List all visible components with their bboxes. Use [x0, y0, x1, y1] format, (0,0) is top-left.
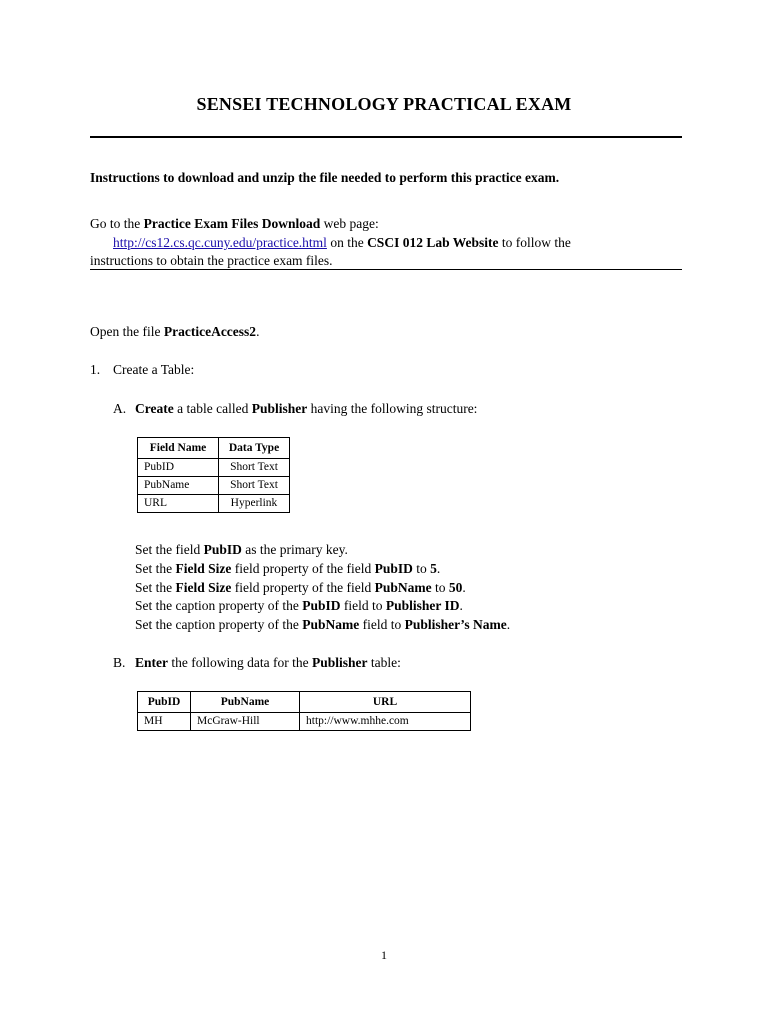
- step-b-verb: Enter: [135, 655, 168, 670]
- set-line-2: [135, 561, 440, 577]
- practice-url-link[interactable]: http://cs12.cs.qc.cuny.edu/practice.html: [113, 235, 327, 250]
- table-row: [138, 459, 290, 477]
- instructions-heading: Instructions to download and unzip the file needed to perform this practice exam.: [90, 170, 560, 185]
- lab-website-name: CSCI 012 Lab Website: [367, 235, 499, 250]
- text-span: field property of the field: [231, 580, 375, 595]
- step-a-table-name: Publisher: [251, 401, 308, 416]
- step-a-mid: a table called: [173, 401, 252, 416]
- text-span: to: [431, 580, 449, 595]
- bold-span: Publisher’s Name: [404, 617, 507, 632]
- table-cell: MH: [138, 713, 191, 731]
- set-line-4: [135, 598, 463, 614]
- step-b-end: table:: [367, 655, 401, 670]
- step-1-number: 1.: [90, 362, 101, 377]
- table-cell: URL: [138, 495, 219, 513]
- goto-prefix: Go to the: [90, 216, 144, 231]
- goto-suffix: web page:: [320, 216, 379, 231]
- text-span: Set the caption property of the: [135, 617, 303, 632]
- section-divider: [90, 269, 682, 270]
- bold-span: 5: [430, 561, 437, 576]
- text-span: field to: [340, 598, 386, 613]
- document-title: SENSEI TECHNOLOGY PRACTICAL EXAM: [196, 94, 572, 114]
- step-a-end: having the following structure:: [307, 401, 478, 416]
- goto-line: [90, 216, 379, 232]
- text-span: .: [436, 561, 441, 576]
- step-b-mid: the following data for the: [168, 655, 312, 670]
- header-pubid: PubID: [138, 692, 191, 713]
- bold-span: PubID: [302, 598, 341, 613]
- bold-span: Field Size: [175, 561, 232, 576]
- table-cell: McGraw-Hill: [191, 713, 300, 731]
- bold-span: Field Size: [175, 580, 232, 595]
- text-span: Set the field: [135, 542, 204, 557]
- table-row: [138, 495, 290, 513]
- goto-line-3: instructions to obtain the practice exam files.: [90, 253, 333, 268]
- practice-filename: PracticeAccess2: [163, 324, 257, 339]
- table-cell: PubName: [138, 477, 219, 495]
- structure-table: [137, 437, 290, 513]
- step-a-text: [135, 401, 477, 417]
- bold-span: PubName: [374, 580, 432, 595]
- table-cell: Short Text: [219, 459, 290, 477]
- step-b-text: [135, 655, 401, 671]
- step-a-verb: Create: [135, 401, 174, 416]
- page-number: 1: [381, 948, 387, 962]
- on-the-text: on the: [326, 235, 368, 250]
- bold-span: 50: [448, 580, 463, 595]
- structure-table-header: [138, 438, 290, 459]
- table-cell: http://www.mhhe.com: [300, 713, 471, 731]
- text-span: .: [506, 617, 511, 632]
- header-field-name: Field Name: [138, 438, 219, 459]
- table-cell: PubID: [138, 459, 219, 477]
- text-span: to: [412, 561, 431, 576]
- table-cell: Hyperlink: [219, 495, 290, 513]
- bold-span: PubID: [203, 542, 242, 557]
- download-page-name: Practice Exam Files Download: [143, 216, 321, 231]
- bold-span: Publisher ID: [385, 598, 460, 613]
- open-file-prefix: Open the file: [90, 324, 164, 339]
- bold-span: PubName: [302, 617, 360, 632]
- title-divider: [90, 136, 682, 138]
- text-span: field property of the field: [231, 561, 375, 576]
- step-b-letter: B.: [113, 655, 126, 670]
- header-url: URL: [300, 692, 471, 713]
- step-b-table-name: Publisher: [311, 655, 368, 670]
- data-table: [137, 691, 471, 731]
- data-table-header: [138, 692, 471, 713]
- step-1-text: Create a Table:: [113, 362, 195, 377]
- text-span: Set the caption property of the: [135, 598, 303, 613]
- text-span: as the primary key.: [241, 542, 348, 557]
- set-line-3: [135, 580, 466, 596]
- table-cell: Short Text: [219, 477, 290, 495]
- follow-text: to follow the: [498, 235, 571, 250]
- text-span: Set the: [135, 580, 176, 595]
- table-row: [138, 713, 471, 731]
- open-file-line: [90, 324, 259, 340]
- open-file-suffix: .: [256, 324, 260, 339]
- header-data-type: Data Type: [219, 438, 290, 459]
- table-row: [138, 477, 290, 495]
- text-span: field to: [359, 617, 405, 632]
- text-span: .: [459, 598, 463, 613]
- text-span: Set the: [135, 561, 176, 576]
- set-line-5: [135, 617, 510, 633]
- bold-span: PubID: [374, 561, 413, 576]
- goto-url-line: [113, 235, 571, 251]
- step-a-letter: A.: [113, 401, 127, 416]
- set-line-1: [135, 542, 348, 558]
- header-pubname: PubName: [191, 692, 300, 713]
- text-span: .: [462, 580, 466, 595]
